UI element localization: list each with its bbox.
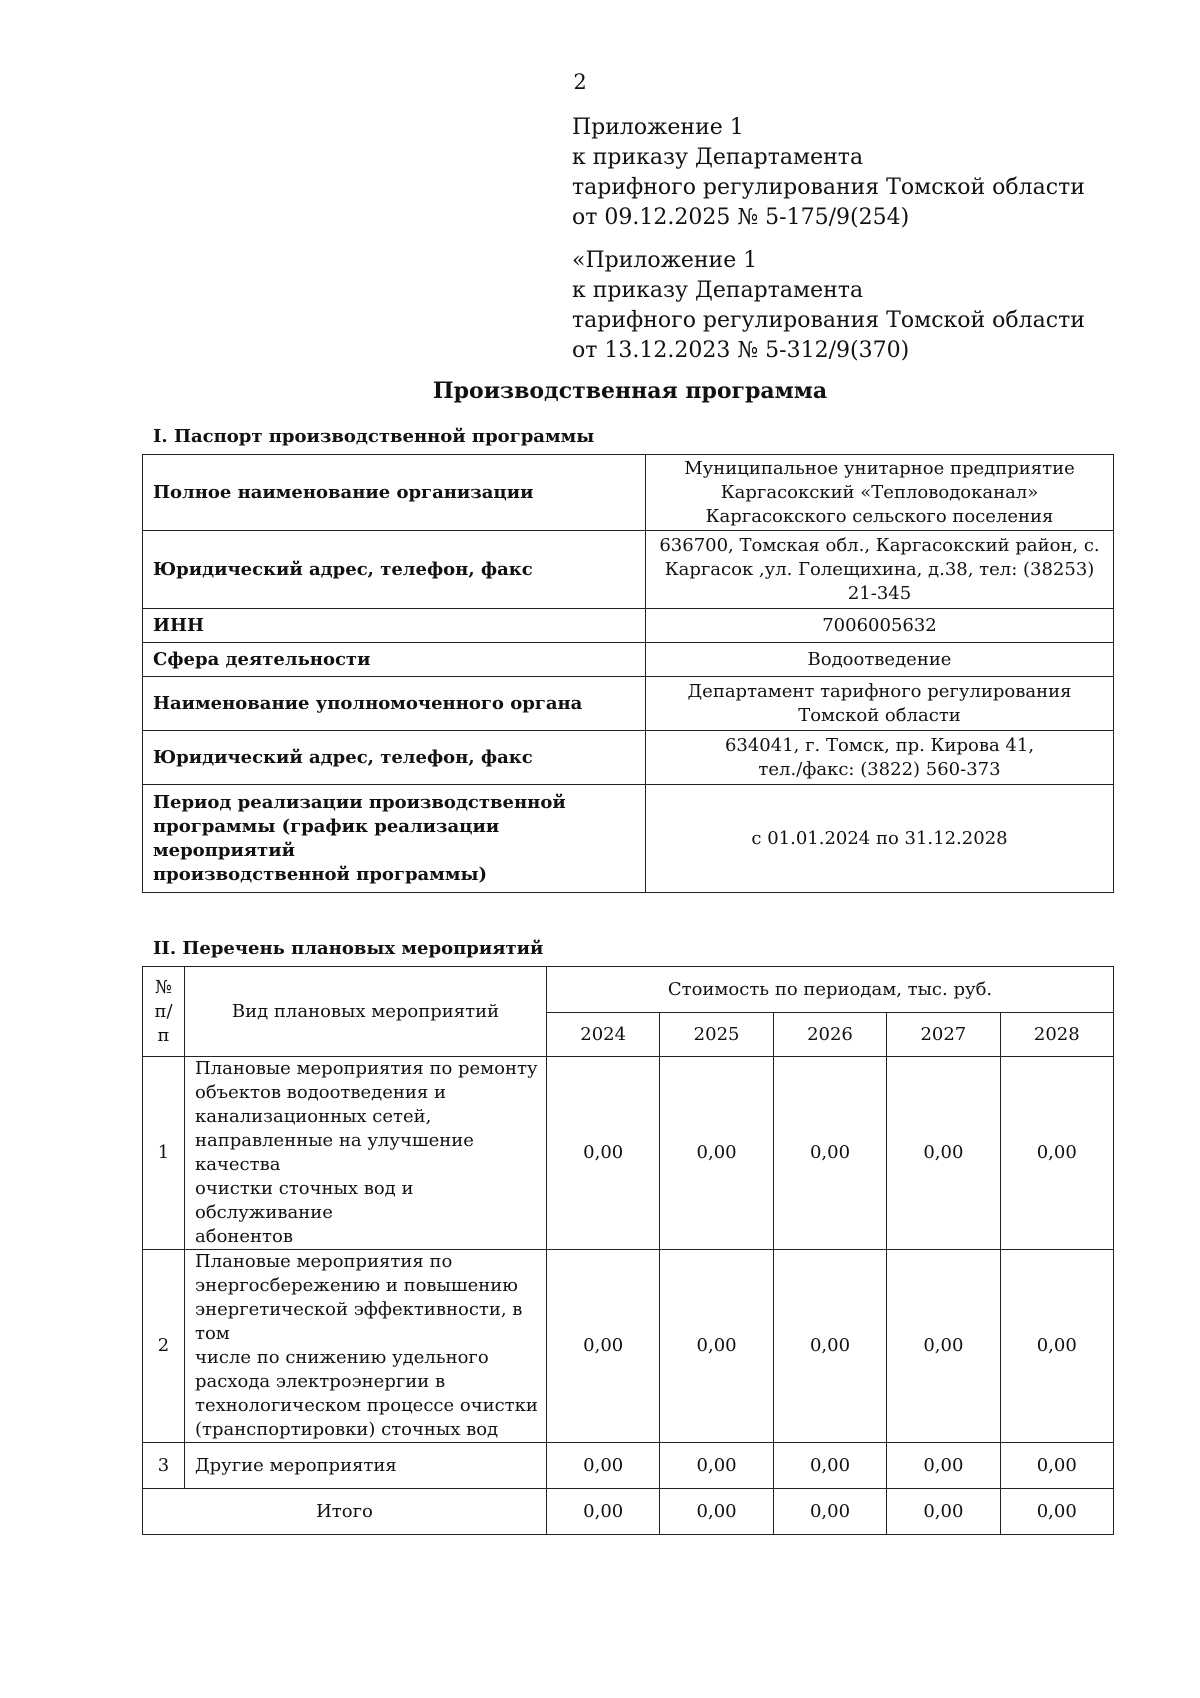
table-row <box>143 731 1114 785</box>
cost-cell: 0,00 <box>547 1250 660 1443</box>
annex-line: тарифного регулирования Томской области <box>572 175 1085 200</box>
value-line: тел./факс: (3822) 560-373 <box>758 758 1001 780</box>
cost-cell: 0,00 <box>660 1443 773 1489</box>
passport-value: с 01.01.2024 по 31.12.2028 <box>646 785 1114 893</box>
annex-header-previous <box>572 246 1172 366</box>
name-line: Плановые мероприятия по <box>195 1251 453 1272</box>
annex-header-current <box>572 113 1172 233</box>
value-line: 21-345 <box>847 582 912 604</box>
name-line: (транспортировки) сточных вод <box>195 1419 499 1440</box>
name-line: Плановые мероприятия по ремонту <box>195 1058 538 1079</box>
cost-cell: 0,00 <box>660 1057 773 1250</box>
passport-label <box>143 785 646 893</box>
cost-cell: 0,00 <box>1000 1443 1113 1489</box>
passport-value <box>646 531 1114 609</box>
year-header: 2026 <box>773 1013 886 1057</box>
passport-label: Сфера деятельности <box>143 643 646 677</box>
passport-value: Водоотведение <box>646 643 1114 677</box>
table-row <box>143 677 1114 731</box>
table-row <box>143 785 1114 893</box>
annex-line: от 09.12.2025 № 5-175/9(254) <box>572 205 910 230</box>
year-header: 2025 <box>660 1013 773 1057</box>
value-line: 634041, г. Томск, пр. Кирова 41, <box>724 734 1035 756</box>
passport-label: Полное наименование организации <box>143 455 646 531</box>
annex-line: от 13.12.2023 № 5-312/9(370) <box>572 338 910 363</box>
cost-cell: 0,00 <box>887 1057 1000 1250</box>
name-line: энергетической эффективности, в том <box>195 1299 523 1344</box>
cost-cell: 0,00 <box>547 1057 660 1250</box>
name-line: числе по снижению удельного <box>195 1347 489 1368</box>
page-number: 2 <box>573 70 587 94</box>
measures-table <box>142 966 1114 1535</box>
cost-cell: 0,00 <box>660 1250 773 1443</box>
year-header: 2024 <box>547 1013 660 1057</box>
cost-cell: 0,00 <box>773 1250 886 1443</box>
name-line: технологическом процессе очистки <box>195 1395 538 1416</box>
annex-line: Приложение 1 <box>572 115 744 140</box>
cost-cell: 0,00 <box>773 1057 886 1250</box>
table-row <box>143 1057 1114 1250</box>
name-line: расхода электроэнергии в <box>195 1371 446 1392</box>
passport-section-title: I. Паспорт производственной программы <box>153 426 595 447</box>
column-header-cost: Стоимость по периодам, тыс. руб. <box>547 967 1114 1013</box>
measure-name <box>185 1250 547 1443</box>
value-line: Каргасокский «Тепловодоканал» <box>720 481 1039 503</box>
value-line: 636700, Томская обл., Каргасокский район, с. <box>659 534 1100 556</box>
value-line: Муниципальное унитарное предприятие <box>684 457 1075 479</box>
name-line: канализационных сетей, <box>195 1106 432 1127</box>
value-line: Томской области <box>798 704 961 726</box>
name-line: энергосбережению и повышению <box>195 1275 518 1296</box>
table-row <box>143 1250 1114 1443</box>
passport-value <box>646 677 1114 731</box>
passport-table <box>142 454 1114 893</box>
label-line: программы (график реализации мероприятий <box>153 815 500 861</box>
document-title: Производственная программа <box>432 378 828 404</box>
table-row <box>143 1443 1114 1489</box>
measure-name: Другие мероприятия <box>185 1443 547 1489</box>
passport-value <box>646 455 1114 531</box>
table-row <box>143 643 1114 677</box>
cost-cell: 0,00 <box>1000 1057 1113 1250</box>
total-cell: 0,00 <box>1000 1489 1113 1535</box>
passport-value <box>646 731 1114 785</box>
year-header: 2027 <box>887 1013 1000 1057</box>
measure-name <box>185 1057 547 1250</box>
cost-cell: 0,00 <box>887 1250 1000 1443</box>
measures-section-title: II. Перечень плановых мероприятий <box>153 938 544 959</box>
row-number: 2 <box>143 1250 185 1443</box>
table-row <box>143 609 1114 643</box>
cost-cell: 0,00 <box>547 1443 660 1489</box>
table-header-row <box>143 967 1114 1013</box>
name-line: очистки сточных вод и обслуживание <box>195 1178 414 1223</box>
row-number: 3 <box>143 1443 185 1489</box>
passport-label: Наименование уполномоченного органа <box>143 677 646 731</box>
total-cell: 0,00 <box>547 1489 660 1535</box>
passport-label: Юридический адрес, телефон, факс <box>143 531 646 609</box>
header-line: п/п <box>154 1000 173 1046</box>
table-row <box>143 531 1114 609</box>
header-line: № <box>154 976 173 998</box>
passport-label: ИНН <box>143 609 646 643</box>
annex-line: к приказу Департамента <box>572 278 864 303</box>
label-line: производственной программы) <box>153 863 488 885</box>
annex-line: «Приложение 1 <box>572 248 758 273</box>
column-header-name: Вид плановых мероприятий <box>185 967 547 1057</box>
total-row <box>143 1489 1114 1535</box>
table-row <box>143 455 1114 531</box>
value-line: Каргасокского сельского поселения <box>705 505 1054 527</box>
column-header-number <box>143 967 185 1057</box>
cost-cell: 0,00 <box>1000 1250 1113 1443</box>
total-cell: 0,00 <box>773 1489 886 1535</box>
passport-value: 7006005632 <box>646 609 1114 643</box>
year-header: 2028 <box>1000 1013 1113 1057</box>
name-line: абонентов <box>195 1226 293 1247</box>
name-line: объектов водоотведения и <box>195 1082 446 1103</box>
total-label: Итого <box>143 1489 547 1535</box>
name-line: направленные на улучшение качества <box>195 1130 474 1175</box>
total-cell: 0,00 <box>887 1489 1000 1535</box>
label-line: Период реализации производственной <box>153 791 566 813</box>
passport-label: Юридический адрес, телефон, факс <box>143 731 646 785</box>
value-line: Департамент тарифного регулирования <box>687 680 1072 702</box>
cost-cell: 0,00 <box>773 1443 886 1489</box>
value-line: Каргасок ,ул. Голещихина, д.38, тел: (38253) <box>664 558 1095 580</box>
annex-line: к приказу Департамента <box>572 145 864 170</box>
row-number: 1 <box>143 1057 185 1250</box>
annex-line: тарифного регулирования Томской области <box>572 308 1085 333</box>
cost-cell: 0,00 <box>887 1443 1000 1489</box>
total-cell: 0,00 <box>660 1489 773 1535</box>
